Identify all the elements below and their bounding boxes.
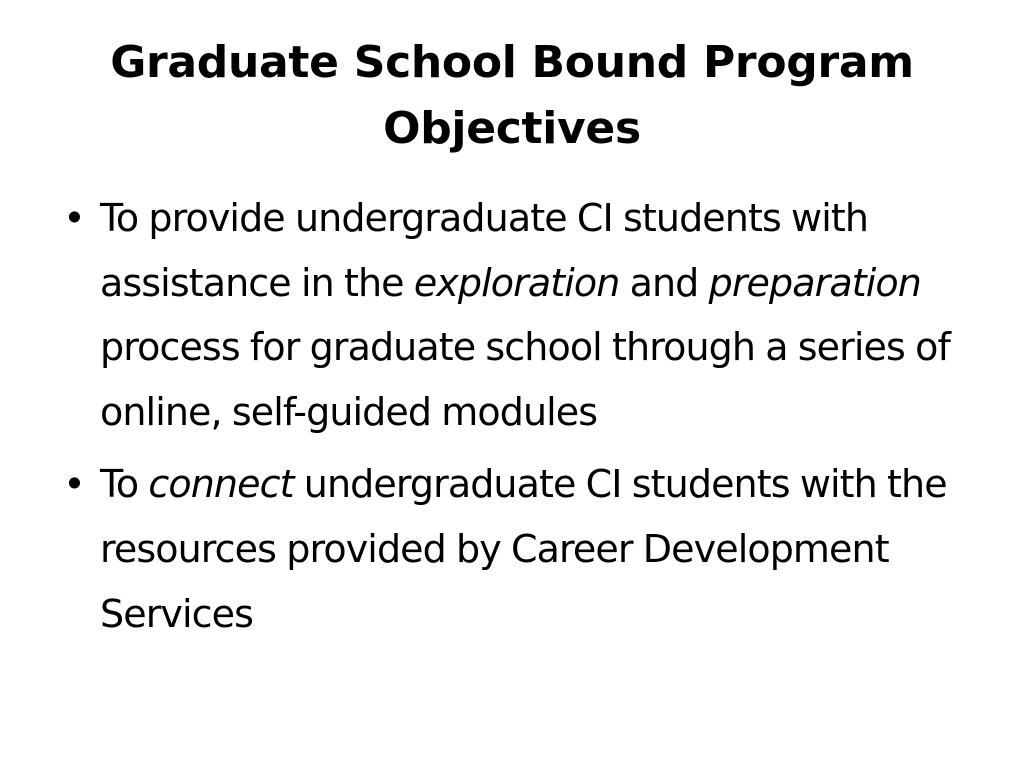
bullet-item-exploration — [0, 186, 1024, 444]
bullet-list — [0, 186, 1024, 654]
bullet-text — [100, 196, 950, 434]
bullet-emphasis-preparation: preparation — [708, 260, 921, 305]
slide-title-line-2: Objectives — [383, 103, 641, 154]
bullet-text-segment: and — [619, 260, 709, 305]
bullet-text-segment: process for graduate school through a series of online, self-guided modules — [100, 325, 950, 434]
bullet-dot: • — [63, 196, 85, 240]
bullet-text — [100, 462, 947, 635]
bullet-text-segment: To — [100, 462, 149, 507]
bullet-text-segment: To provide undergraduate CI students with assistance in the — [100, 196, 869, 305]
bullet-item-connect — [0, 452, 1024, 646]
slide-title — [40, 30, 984, 162]
bullet-text-segment: undergraduate CI students with the resources provided by Career Development Services — [100, 462, 947, 636]
bullet-dot: • — [63, 462, 85, 507]
slide-title-line-1: Graduate School Bound Program — [110, 37, 914, 88]
bullet-emphasis-connect: connect — [148, 462, 294, 507]
bullet-emphasis-exploration: exploration — [413, 260, 620, 305]
